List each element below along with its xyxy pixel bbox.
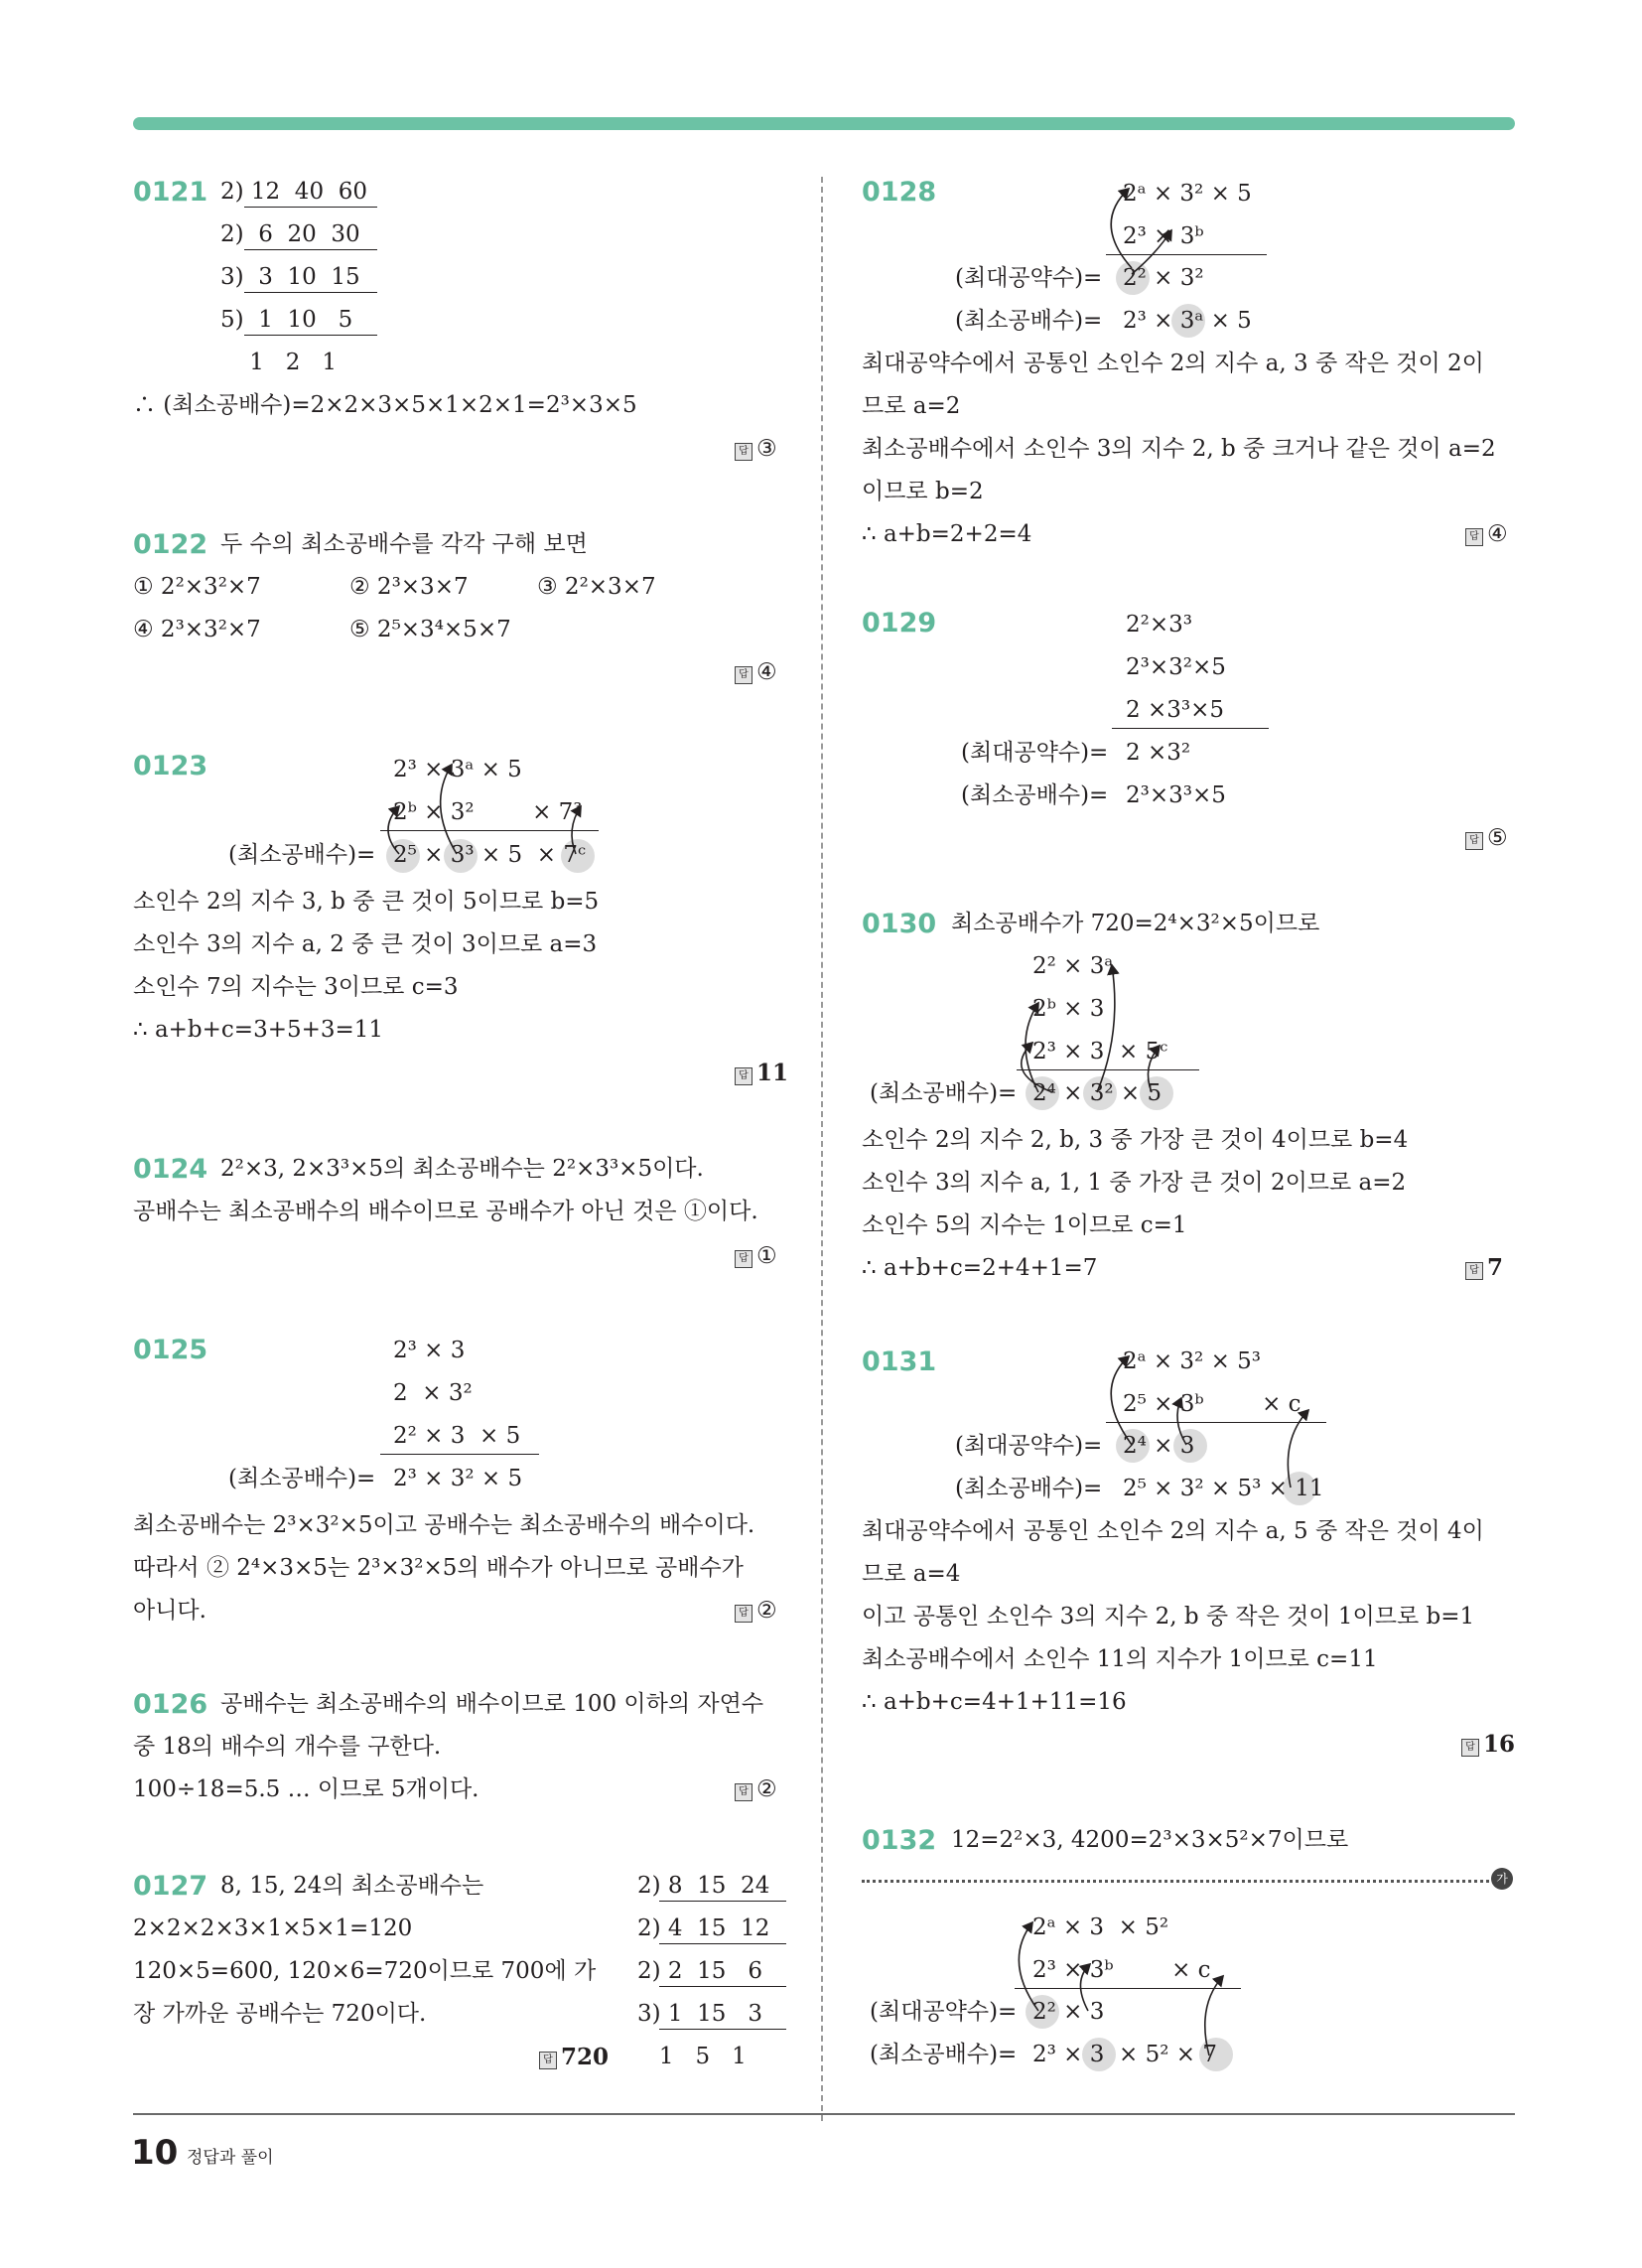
factor-line [1106, 254, 1267, 255]
factor-result: 2² × 3 [1032, 1999, 1105, 2025]
page-number: 10 [131, 2133, 179, 2173]
problem-number: 0122 [133, 529, 208, 560]
division-line [659, 1901, 786, 1902]
answer-mark: 답 720 [539, 2043, 609, 2072]
solution-line: 2²×3, 2×3³×5의 최소공배수는 2²×3³×5이다. [220, 1156, 704, 1182]
division-row: 1 5 1 [637, 2044, 747, 2069]
factor-row: 2ᵇ × 3 [1032, 996, 1105, 1022]
column-divider [821, 177, 823, 2121]
factor-row: 2ᵇ × 3² × 7³ [393, 799, 583, 825]
division-line [244, 207, 377, 208]
factor-line [380, 1454, 539, 1455]
solution-line: 최소공배수는 2³×3²×5이고 공배수는 최소공배수의 배수이다. [133, 1512, 755, 1538]
solution-line: 소인수 5의 지수는 1이므로 c=1 [862, 1212, 1187, 1238]
division-row: 5) 1 10 5 [220, 307, 353, 333]
division-row: 1 2 1 [220, 350, 338, 375]
division-row: 2) 8 15 24 [637, 1873, 770, 1899]
lcm-label: (최소공배수)= [870, 2042, 1018, 2067]
gcd-label: (최대공약수)= [870, 1999, 1018, 2025]
problem-intro: 12=2²×3, 4200=2³×3×5²×7이므로 [951, 1827, 1349, 1853]
solution-line: 소인수 2의 지수 2, b, 3 중 가장 큰 것이 4이므로 b=4 [862, 1127, 1409, 1153]
solution-line: 최대공약수에서 공통인 소인수 2의 지수 a, 3 중 작은 것이 2이 [862, 351, 1484, 376]
division-row: 2) 4 15 12 [637, 1915, 770, 1941]
option: ④ 2³×3²×7 [133, 617, 261, 642]
solution-line: ∴ (최소공배수)=2×2×3×5×1×2×1=2³×3×5 [133, 392, 637, 418]
factor-row: 2³ × 3 × 5ᶜ [1032, 1039, 1168, 1064]
factor-result: 2³×3³×5 [1126, 782, 1226, 808]
factor-line [380, 830, 599, 831]
arrow [1097, 965, 1115, 1092]
lcm-label: (최소공배수)= [961, 782, 1109, 808]
problem-intro: 두 수의 최소공배수를 각각 구해 보면 [220, 531, 588, 557]
factor-result: 2⁴ × 3 [1123, 1433, 1195, 1459]
problem-number: 0127 [133, 1871, 208, 1902]
division-line [659, 1986, 786, 1987]
solution-line: 소인수 3의 지수 a, 2 중 큰 것이 3이므로 a=3 [133, 931, 598, 957]
problem-number: 0131 [862, 1347, 937, 1377]
lcm-label: (최소공배수)= [955, 1476, 1103, 1501]
factor-row: 2ᵃ × 3² × 5³ [1123, 1348, 1261, 1374]
factor-row: 2³ × 3 [393, 1338, 466, 1363]
division-line [244, 335, 377, 336]
lcm-label: (최소공배수)= [870, 1080, 1018, 1106]
factor-row: 2² × 3 × 5 [393, 1423, 521, 1449]
dotted-separator [862, 1880, 1489, 1883]
factor-line [1112, 728, 1269, 729]
answer-mark: 답 ④ [735, 657, 777, 687]
division-row: 3) 1 15 3 [637, 2001, 763, 2027]
solution-line: 120×5=600, 120×6=720이므로 700에 가 [133, 1958, 597, 1984]
solution-line: 공배수는 최소공배수의 배수이므로 100 이하의 자연수 [220, 1691, 764, 1717]
footer-line [133, 2113, 1515, 2115]
problem-number: 0121 [133, 177, 208, 208]
solution-line: 므로 a=2 [862, 393, 961, 419]
factor-result: 2⁵ × 3² × 5³ × 11 [1123, 1476, 1324, 1501]
option: ⑤ 2⁵×3⁴×5×7 [349, 617, 511, 642]
problem-intro: 최소공배수가 720=2⁴×3²×5이므로 [951, 911, 1320, 936]
solution-line: 소인수 2의 지수 3, b 중 큰 것이 5이므로 b=5 [133, 889, 600, 915]
solution-line: ∴ a+b=2+2=4 [862, 521, 1032, 547]
answer-mark: 답 ② [735, 1596, 777, 1626]
solution-line: ∴ a+b+c=3+5+3=11 [133, 1017, 384, 1043]
division-row: 2) 6 20 30 [220, 221, 360, 247]
factor-result: 2⁵ × 3³ × 5 × 7ᶜ [393, 842, 586, 868]
answer-mark: 답 7 [1465, 1253, 1503, 1283]
solution-line: 소인수 3의 지수 a, 1, 1 중 가장 큰 것이 2이므로 a=2 [862, 1170, 1407, 1196]
factor-result: 2² × 3² [1123, 265, 1204, 291]
lcm-label: (최소공배수)= [228, 1466, 376, 1491]
factor-row: 2ᵃ × 3² × 5 [1123, 181, 1252, 207]
section-mark: 가 [1491, 1868, 1513, 1890]
factor-line [1106, 1422, 1326, 1423]
solution-line: ∴ a+b+c=4+1+11=16 [862, 1689, 1127, 1715]
solution-line: 아니다. [133, 1598, 206, 1624]
solution-line: 100÷18=5.5 … 이므로 5개이다. [133, 1776, 479, 1802]
factor-row: 2³ × 3ᵃ × 5 [393, 757, 522, 782]
solution-line: 최대공약수에서 공통인 소인수 2의 지수 a, 5 중 작은 것이 4이 [862, 1518, 1484, 1544]
solution-line: 이고 공통인 소인수 3의 지수 2, b 중 작은 것이 1이므로 b=1 [862, 1604, 1475, 1630]
problem-number: 0124 [133, 1154, 208, 1185]
problem-number: 0130 [862, 909, 937, 939]
solution-line: 이므로 b=2 [862, 479, 984, 504]
problem-number: 0125 [133, 1335, 208, 1365]
factor-result: 2³ × 3ᵃ × 5 [1123, 308, 1252, 334]
solution-line: 공배수는 최소공배수의 배수이므로 공배수가 아닌 것은 ①이다. [133, 1199, 758, 1224]
factor-row: 2⁵ × 3ᵇ × c [1123, 1391, 1301, 1417]
solution-line: 므로 a=4 [862, 1561, 961, 1587]
option: ② 2³×3×7 [349, 574, 469, 600]
solution-line: 최소공배수에서 소인수 11의 지수가 1이므로 c=11 [862, 1646, 1378, 1672]
factor-row: 2 × 3² [393, 1380, 473, 1406]
solution-line: 소인수 7의 지수는 3이므로 c=3 [133, 974, 459, 1000]
problem-number: 0132 [862, 1825, 937, 1856]
factor-row: 2³×3²×5 [1126, 654, 1226, 680]
answer-mark: 답 16 [1461, 1730, 1515, 1760]
answer-mark: 답 ③ [735, 434, 777, 464]
lcm-label: (최소공배수)= [955, 308, 1103, 334]
factor-row: 2²×3³ [1126, 612, 1192, 638]
division-row: 2) 12 40 60 [220, 179, 367, 205]
factor-row: 2³ × 3ᵇ [1123, 223, 1204, 249]
problem-number: 0126 [133, 1689, 208, 1720]
problem-number: 0128 [862, 177, 937, 208]
answer-mark: 답 ② [735, 1774, 777, 1804]
factor-line [1015, 1988, 1241, 1989]
division-row: 2) 2 15 6 [637, 1958, 763, 1984]
gcd-label: (최대공약수)= [955, 1433, 1103, 1459]
solution-line: 8, 15, 24의 최소공배수는 [220, 1873, 484, 1899]
division-line [244, 249, 377, 250]
factor-row: 2² × 3ᵃ [1032, 953, 1114, 979]
division-line [659, 1943, 786, 1944]
gcd-label: (최대공약수)= [961, 740, 1109, 766]
solution-line: 중 18의 배수의 개수를 구한다. [133, 1734, 442, 1760]
answer-mark: 답 ⑤ [1465, 823, 1508, 853]
factor-line [1017, 1069, 1199, 1070]
factor-row: 2 ×3³×5 [1126, 697, 1224, 723]
lcm-label: (최소공배수)= [228, 842, 376, 868]
division-line [244, 292, 377, 293]
solution-line: ∴ a+b+c=2+4+1=7 [862, 1255, 1098, 1281]
answer-mark: 답 ① [735, 1241, 777, 1271]
factor-row: 2³ × 3ᵇ × c [1032, 1957, 1211, 1983]
gcd-label: (최대공약수)= [955, 265, 1103, 291]
solution-line: 따라서 ② 2⁴×3×5는 2³×3²×5의 배수가 아니므로 공배수가 [133, 1555, 744, 1581]
answer-mark: 답 ④ [1465, 519, 1508, 549]
division-row: 3) 3 10 15 [220, 264, 360, 290]
solution-line: 최소공배수에서 소인수 3의 지수 2, b 중 크거나 같은 것이 a=2 [862, 436, 1496, 462]
problem-number: 0123 [133, 751, 208, 781]
answer-mark: 답 11 [735, 1059, 788, 1088]
factor-result: 2³ × 3 × 5² × 7 [1032, 2042, 1217, 2067]
footer-label: 정답과 풀이 [187, 2148, 274, 2168]
factor-result: 2³ × 3² × 5 [393, 1466, 523, 1491]
option: ③ 2²×3×7 [537, 574, 656, 600]
factor-result: 2 ×3² [1126, 740, 1191, 766]
solution-line: 2×2×2×3×1×5×1=120 [133, 1915, 413, 1941]
division-line [659, 2029, 786, 2030]
top-accent-bar [133, 117, 1515, 130]
problem-number: 0129 [862, 608, 937, 638]
factor-row: 2ᵃ × 3 × 5² [1032, 1914, 1169, 1940]
solution-line: 장 가까운 공배수는 720이다. [133, 2001, 427, 2027]
factor-result: 2⁴ × 3² × 5 [1032, 1080, 1163, 1106]
option: ① 2²×3²×7 [133, 574, 261, 600]
